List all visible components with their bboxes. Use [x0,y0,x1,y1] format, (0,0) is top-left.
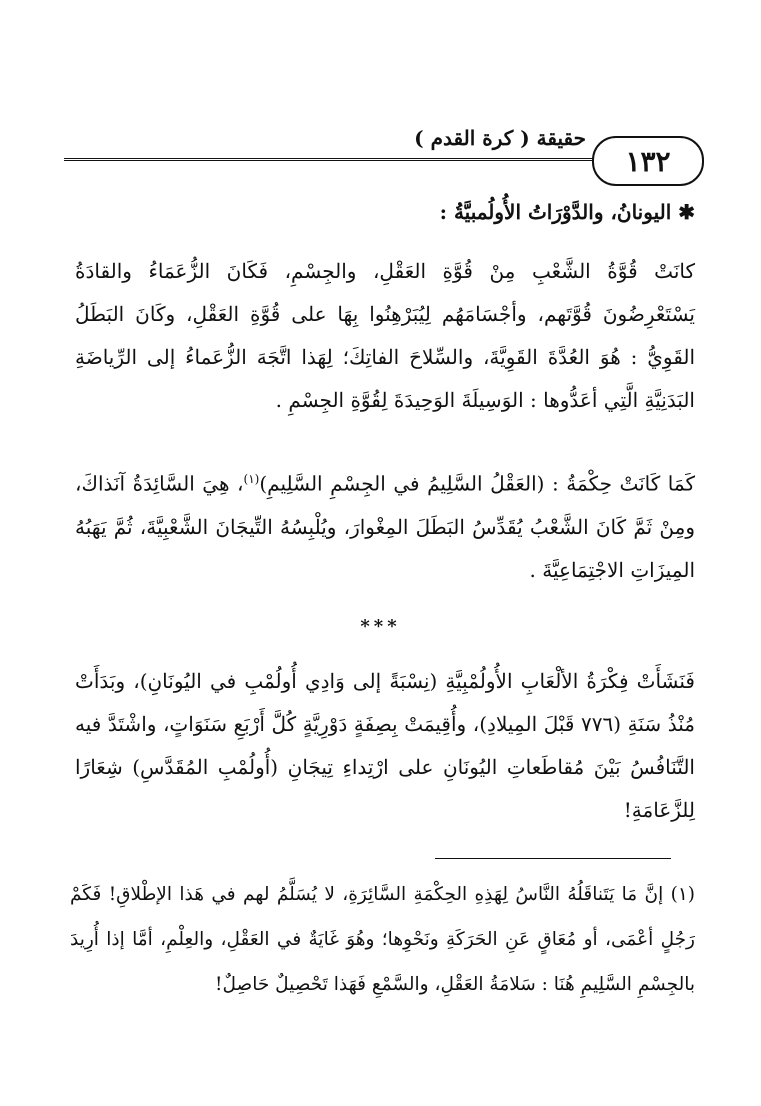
paragraph-1-text: كانَتْ قُوَّةُ الشَّعْبِ مِنْ قُوَّةِ العَقْلِ، والجِسْمِ، فَكَانَ الزُّعَمَاءُ والقادَةُ يَسْتَعْرِضُونَ قُوَّتَهم، وأجْسَامَهُم لِيُبَرْهِنُوا بِهَا على قُوَّةِ العَقْلِ، وكَانَ البَطَلُ القَوِيُّ : هُوَ العُدَّةَ القَوِيَّةَ، والسِّلاحَ الفاتِكَ؛ لِهَذا اتَّجَهَ الزُّعَماءُ إلى الرِّياضَةِ البَدَنِيَّةِ الَّتِي أعَدُّوها : الوَسِيلَةَ الوَحِيدَةَ لِقُوَّةِ الجِسْمِ . [75,259,696,412]
paragraph-2 [75,458,695,592]
paragraph-2-rest: ، هِيَ السَّائِدَةُ آنَذاكَ، ومِنْ ثَمَّ كَانَ الشَّعْبُ يُقَدِّسُ البَطَلَ المِغْوارَ، ويُلْبِسُهُ التِّيجَانَ الشَّعْبِيَّةَ، ثُمَّ يَهَبُهُ المِيزَاتِ الاجْتِمَاعِيَّةَ . [75,471,695,582]
page-header [64,118,704,184]
paragraph-2-quote: كَمَا كَانَتْ حِكْمَةُ : (العَقْلُ السَّلِيمُ في الجِسْمِ السَّلِيمِ) [259,471,695,496]
paragraph-3 [75,660,695,832]
section-heading-text: اليونانُ، والدَّوْرَاتُ الأُولُمبيَّةُ : [439,200,672,224]
paragraph-1 [75,250,695,422]
section-heading [440,200,695,224]
footnote-reference: (١) [243,472,260,486]
page-number-badge: ١٣٢ [592,136,704,186]
footnote: (١) إنَّ مَا يَتَناقَلُهُ النَّاسُ لِهَذِهِ الحِكْمَةِ السَّائِرَةِ، لا يُسَلَّمُ لهم في هَذا الإطْلاقِ! فَكَمْ رَجُلٍ أعْمَى، أو مُعَاقٍ عَنِ الحَرَكَةِ ونَحْوِها؛ وهُوَ غَايَةٌ في العَقْلِ، والعِلْمِ، أمَّا إذا أُرِيدَ بالجِسْمِ السَّلِيمِ هُنَا : سَلامَةُ العَقْلِ، والسَّمْعِ فَهَذا تَحْصِيلٌ حَاصِلٌ! [70,884,695,995]
running-title: حقيقة ( كرة القدم ) [414,126,586,150]
footnote-rule [435,858,671,859]
section-separator: *** [360,616,401,637]
asterisk-icon: ✱ [678,200,695,224]
paragraph-3-text: فَنَشَأَتْ فِكْرَةُ الألْعَابِ الأُولُمْبِيَّةِ (نِسْبَةً إلى وَادِي أُولُمْبِ في اليُونَانِ)، وبَدَأَتْ مُنْذُ سَنَةِ (٧٧٦ قَبْلَ المِيلادِ)، وأُقِيمَتْ بِصِفَةٍ دَوْرِيَّةٍ كُلَّ أَرْبَعِ سَنَوَاتٍ، واشْتَدَّ فيه التَّنَافُسُ بَيْنَ مُقاطَعاتِ اليُونَانِ على ارْتِداءِ تِيجَانِ (أُولُمْبِ المُقَدَّسِ) شِعَارًا لِلزَّعَامَةِ! [75,669,696,822]
paragraph-2-text [75,458,695,592]
header-rule [64,158,604,164]
